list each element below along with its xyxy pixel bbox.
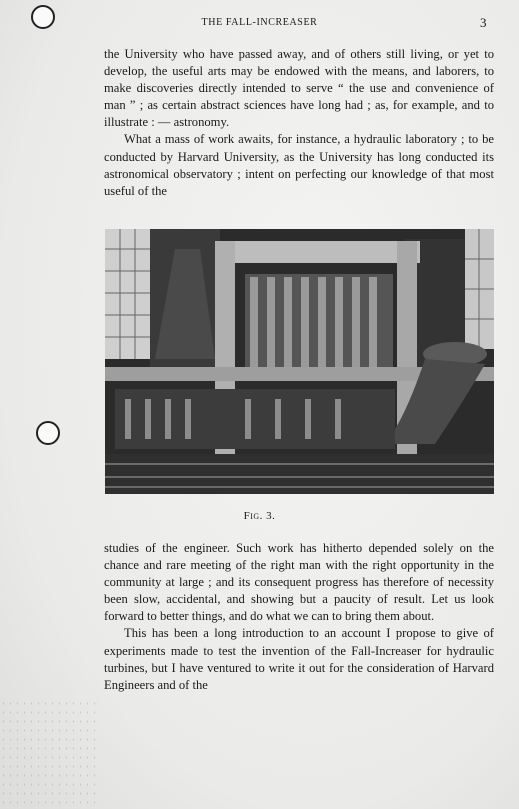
text-block-top [104, 46, 494, 200]
figure-photo-turbine-apparatus [105, 229, 494, 494]
figure-illustration [105, 229, 494, 494]
paragraph: the University who have passed away, and of others still living, or yet to develop, the useful arts may be endowed with the means, and laborers, to make discoveries directly intended to serve “ the use and convenience of man ” ; as certain abstract sciences have long had ; as, for example, and to illustrate : — astronomy. [104, 47, 494, 130]
paper-speckle [0, 699, 100, 809]
figure-caption: Fig. 3. [243, 510, 276, 522]
paragraph: This has been a long introduction to an account I propose to give of experiments made to test the invention of the Fall-Increaser for hydraulic turbines, but I have ventured to write it out for the consideration of Harvard Engineers and of the [104, 626, 494, 692]
page-number: 3 [480, 15, 487, 30]
text-block-bottom [104, 540, 494, 694]
punch-hole-bottom [36, 421, 60, 445]
running-head: THE FALL-INCREASER [201, 17, 318, 28]
paragraph: studies of the engineer. Such work has hitherto depended solely on the chance and rare meeting of the right man with the right opportunity in the community at large ; and its consequent progress has therefore of necessity been slow, accidental, and showing but a paucity of result. Let us look forward to better things, and do what we can to bring them about. [104, 541, 494, 624]
paragraph: What a mass of work awaits, for instance, a hydraulic laboratory ; to be conducted by Harvard University, as the University has long conducted its astronomical observatory ; intent on perfecting our knowledge of that most useful of the [104, 132, 494, 198]
